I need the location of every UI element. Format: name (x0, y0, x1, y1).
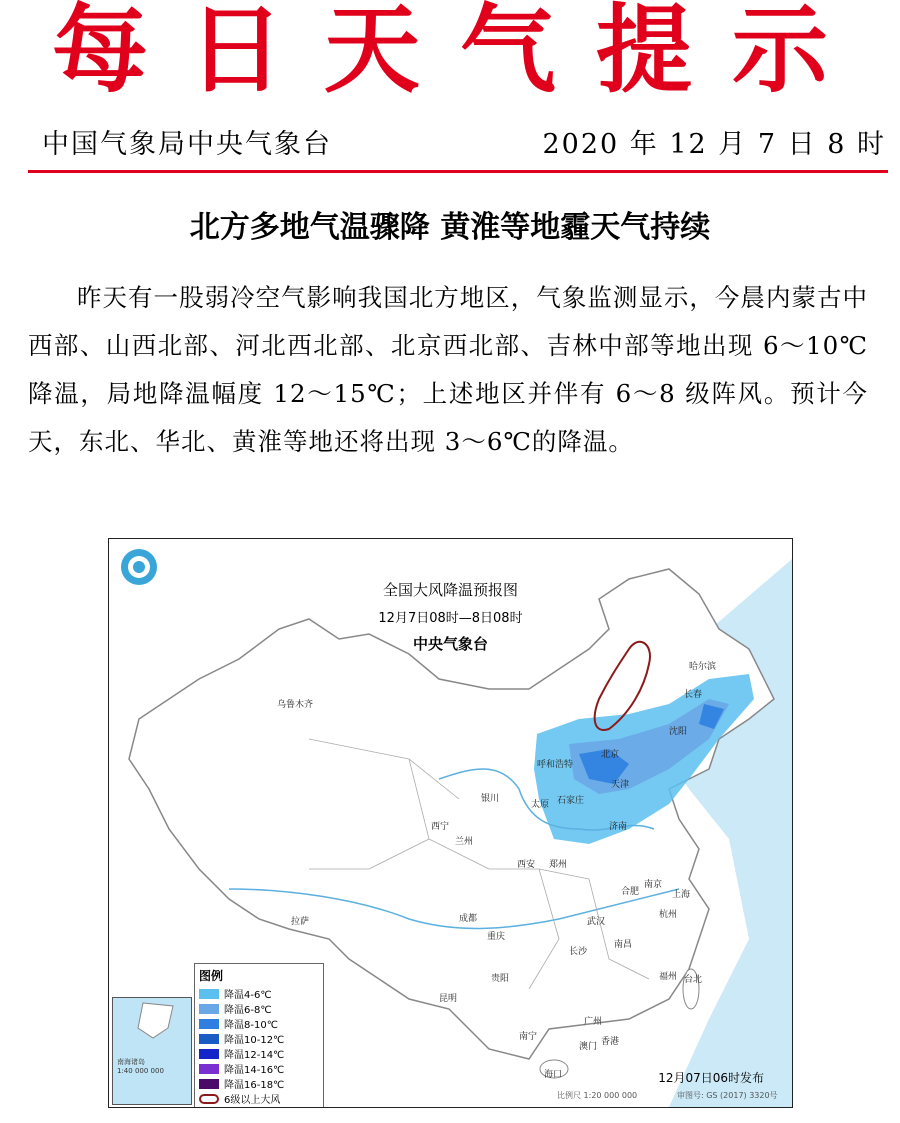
issue-date: 2020 年 12 月 7 日 8 时 (542, 129, 886, 160)
legend-swatch (199, 1004, 219, 1014)
legend-title: 图例 (199, 969, 224, 983)
legend-label: 降温14-16℃ (224, 1065, 285, 1076)
map-scale: 比例尺 1:20 000 000 (557, 1091, 638, 1100)
city-label-haikou: 海口 (544, 1070, 563, 1080)
city-label-macau: 澳门 (579, 1042, 598, 1052)
city-label-nanchang: 南昌 (614, 940, 633, 950)
legend-label: 降温8-10℃ (224, 1020, 278, 1031)
map-title: 全国大风降温预报图 (382, 581, 518, 599)
legend-item (199, 986, 319, 1001)
legend-item (199, 1061, 319, 1076)
body-paragraph: 昨天有一股弱冷空气影响我国北方地区，气象监测显示，今晨内蒙古中西部、山西北部、河北西北部、北京西北部、吉林中部等地出现 6～10℃降温，局地降温幅度 12～15℃；上述地区并伴有 6～8 级阵风。预计今天，东北、华北、黄淮等地还将出现 3～6℃的降温。 (28, 283, 868, 456)
city-label-harbin: 哈尔滨 (689, 662, 717, 672)
city-label-urumqi: 乌鲁木齐 (277, 700, 314, 710)
legend-rows (199, 986, 319, 1106)
legend-item (199, 1076, 319, 1091)
map-agency: 中央气象台 (412, 635, 488, 653)
legend-label: 降温4-6℃ (224, 990, 272, 1001)
city-label-changchun: 长春 (684, 690, 703, 700)
city-label-shijiazhuang: 石家庄 (557, 796, 585, 806)
city-label-guiyang: 贵阳 (491, 974, 510, 984)
masthead-title: 每日天气提示 (52, 0, 868, 106)
city-label-shenyang: 沈阳 (669, 727, 688, 737)
city-label-nanning: 南宁 (519, 1032, 538, 1042)
map-review-number: 审图号: GS (2017) 3320号 (677, 1091, 778, 1100)
legend-label: 降温16-18℃ (224, 1080, 285, 1091)
city-label-zhengzhou: 郑州 (549, 860, 568, 870)
inset-label: 南海诸岛 1:40 000 000 (117, 1058, 164, 1075)
legend-swatch (199, 1079, 219, 1089)
legend-label: 降温6-8℃ (224, 1005, 272, 1016)
city-label-changsha: 长沙 (569, 947, 588, 957)
map-legend (194, 963, 324, 1108)
legend-item (199, 1031, 319, 1046)
legend-item (199, 1091, 319, 1106)
city-label-fuzhou: 福州 (659, 972, 678, 982)
city-label-yinchuan: 银川 (481, 794, 500, 804)
legend-label: 降温10-12℃ (224, 1035, 285, 1046)
city-label-hongkong: 香港 (601, 1037, 620, 1047)
city-label-taipei: 台北 (684, 975, 703, 985)
south-china-sea-inset (112, 997, 192, 1105)
city-label-lhasa: 拉萨 (291, 917, 310, 927)
legend-item (199, 1016, 319, 1031)
masthead (0, 0, 900, 106)
city-label-wuhan: 武汉 (587, 917, 606, 927)
city-label-kunming: 昆明 (439, 994, 458, 1004)
city-label-chongqing: 重庆 (487, 932, 506, 942)
legend-swatch (199, 989, 219, 999)
city-label-taiyuan: 太原 (531, 800, 550, 810)
legend-swatch (199, 1019, 219, 1029)
city-label-guangzhou: 广州 (584, 1017, 603, 1027)
legend-label: 降温12-14℃ (224, 1050, 285, 1061)
city-label-tianjin: 天津 (611, 780, 630, 790)
city-label-nanjing: 南京 (644, 880, 663, 890)
city-label-hohhot: 呼和浩特 (537, 760, 574, 770)
city-label-chengdu: 成都 (459, 914, 478, 924)
issuer-name: 中国气象局中央气象台 (42, 129, 332, 160)
legend-item (199, 1001, 319, 1016)
legend-swatch (199, 1064, 219, 1074)
city-label-beijing: 北京 (601, 750, 620, 760)
legend-swatch (199, 1094, 219, 1104)
inset-graphic (113, 998, 191, 1104)
city-label-jinan: 济南 (609, 822, 628, 832)
legend-item (199, 1046, 319, 1061)
city-label-lanzhou: 兰州 (455, 837, 474, 847)
city-label-xian: 西安 (517, 860, 536, 870)
city-label-hefei: 合肥 (621, 887, 640, 897)
city-label-hangzhou: 杭州 (659, 910, 678, 920)
forecast-map (108, 538, 793, 1108)
legend-swatch (199, 1049, 219, 1059)
map-subtitle: 12月7日08时—8日08时 (378, 611, 523, 626)
city-label-shanghai: 上海 (672, 890, 691, 900)
legend-label: 6级以上大风 (224, 1095, 281, 1106)
red-divider (28, 170, 888, 173)
issued-time: 12月07日06时发布 (658, 1071, 764, 1085)
headline: 北方多地气温骤降 黄淮等地霾天气持续 (189, 210, 711, 245)
city-label-xining: 西宁 (431, 822, 450, 832)
legend-swatch (199, 1034, 219, 1044)
